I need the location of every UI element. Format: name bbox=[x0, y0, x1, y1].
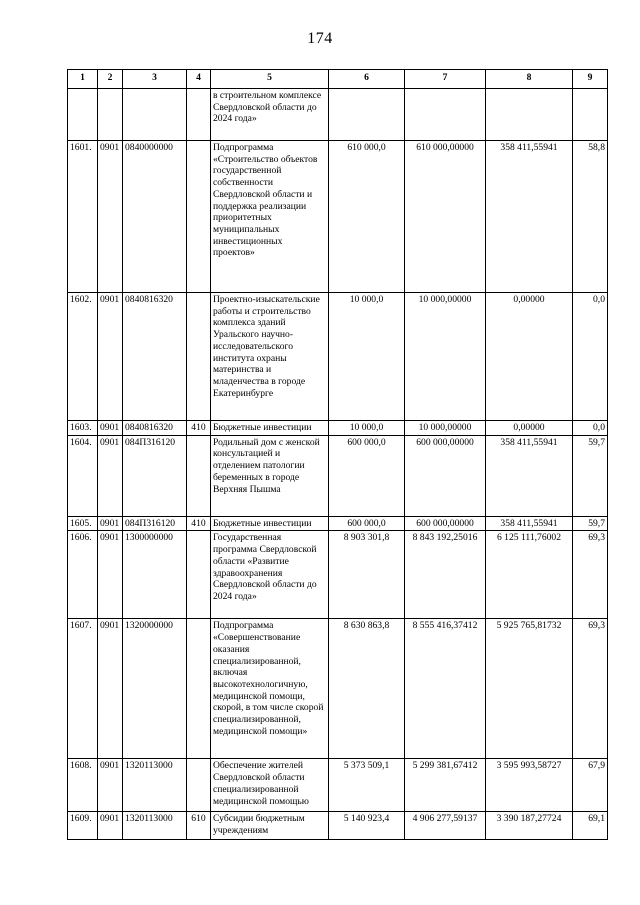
row-number: 1605. bbox=[68, 516, 98, 531]
planned-amount: 600 000,0 bbox=[329, 516, 405, 531]
item-name: Бюджетные инвестиции bbox=[211, 421, 329, 436]
execution-percent: 69,3 bbox=[573, 619, 608, 759]
section-code bbox=[98, 89, 123, 141]
column-header: 4 bbox=[187, 70, 211, 89]
column-header: 7 bbox=[405, 70, 486, 89]
planned-amount: 600 000,0 bbox=[329, 435, 405, 516]
section-code: 0901 bbox=[98, 619, 123, 759]
refined-amount: 10 000,00000 bbox=[405, 421, 486, 436]
expense-type bbox=[187, 89, 211, 141]
refined-amount: 610 000,00000 bbox=[405, 141, 486, 293]
column-header: 8 bbox=[486, 70, 573, 89]
table-row bbox=[68, 619, 608, 759]
table-row bbox=[68, 812, 608, 840]
execution-percent: 69,1 bbox=[573, 812, 608, 840]
expense-type bbox=[187, 759, 211, 812]
planned-amount: 5 140 923,4 bbox=[329, 812, 405, 840]
item-name: Подпрограмма «Строительство объектов государственной собственности Свердловской области и поддержка реализации приоритетных муниципальных инвестиционных проектов» bbox=[211, 141, 329, 293]
target-code: 1320113000 bbox=[123, 759, 187, 812]
target-code: 0840816320 bbox=[123, 293, 187, 421]
table-row bbox=[68, 421, 608, 436]
row-number: 1608. bbox=[68, 759, 98, 812]
expense-type: 410 bbox=[187, 516, 211, 531]
target-code: 084П316120 bbox=[123, 516, 187, 531]
table-row bbox=[68, 759, 608, 812]
row-number: 1601. bbox=[68, 141, 98, 293]
refined-amount: 4 906 277,59137 bbox=[405, 812, 486, 840]
target-code: 1320113000 bbox=[123, 812, 187, 840]
target-code: 084П316120 bbox=[123, 435, 187, 516]
target-code bbox=[123, 89, 187, 141]
row-number: 1607. bbox=[68, 619, 98, 759]
executed-amount: 0,00000 bbox=[486, 421, 573, 436]
section-code: 0901 bbox=[98, 516, 123, 531]
row-number: 1609. bbox=[68, 812, 98, 840]
item-name: Проектно-изыскательские работы и строительство комплекса зданий Уральского научно-исследовательского института охраны материнства и младенчества в городе Екатеринбурге bbox=[211, 293, 329, 421]
executed-amount: 5 925 765,81732 bbox=[486, 619, 573, 759]
section-code: 0901 bbox=[98, 141, 123, 293]
expense-type: 610 bbox=[187, 812, 211, 840]
refined-amount: 8 843 192,25016 bbox=[405, 531, 486, 619]
item-name: Государственная программа Свердловской области «Развитие здравоохранения Свердловской области до 2024 года» bbox=[211, 531, 329, 619]
execution-percent bbox=[573, 89, 608, 141]
item-name: Подпрограмма «Совершенствование оказания специализированной, включая высокотехнологичную, медицинской помощи, скорой, в том числе скорой специализированной, медицинской помощи» bbox=[211, 619, 329, 759]
expense-type bbox=[187, 619, 211, 759]
execution-percent: 0,0 bbox=[573, 421, 608, 436]
column-header: 9 bbox=[573, 70, 608, 89]
target-code: 1300000000 bbox=[123, 531, 187, 619]
executed-amount: 358 411,55941 bbox=[486, 435, 573, 516]
executed-amount: 3 595 993,58727 bbox=[486, 759, 573, 812]
column-header: 5 bbox=[211, 70, 329, 89]
refined-amount: 600 000,00000 bbox=[405, 516, 486, 531]
column-header: 6 bbox=[329, 70, 405, 89]
executed-amount bbox=[486, 89, 573, 141]
table-row bbox=[68, 293, 608, 421]
section-code: 0901 bbox=[98, 435, 123, 516]
section-code: 0901 bbox=[98, 293, 123, 421]
section-code: 0901 bbox=[98, 759, 123, 812]
column-header: 1 bbox=[68, 70, 98, 89]
item-name: Родильный дом с женской консультацией и отделением патологии беременных в городе Верхняя Пышма bbox=[211, 435, 329, 516]
table-row bbox=[68, 141, 608, 293]
executed-amount: 358 411,55941 bbox=[486, 516, 573, 531]
section-code: 0901 bbox=[98, 812, 123, 840]
table-row bbox=[68, 516, 608, 531]
item-name: Бюджетные инвестиции bbox=[211, 516, 329, 531]
execution-percent: 0,0 bbox=[573, 293, 608, 421]
table-row bbox=[68, 435, 608, 516]
execution-percent: 69,3 bbox=[573, 531, 608, 619]
budget-table bbox=[67, 69, 608, 840]
executed-amount: 358 411,55941 bbox=[486, 141, 573, 293]
execution-percent: 58,8 bbox=[573, 141, 608, 293]
target-code: 1320000000 bbox=[123, 619, 187, 759]
item-name: Субсидии бюджетным учреждениям bbox=[211, 812, 329, 840]
planned-amount bbox=[329, 89, 405, 141]
refined-amount: 600 000,00000 bbox=[405, 435, 486, 516]
execution-percent: 67,9 bbox=[573, 759, 608, 812]
planned-amount: 610 000,0 bbox=[329, 141, 405, 293]
expense-type bbox=[187, 293, 211, 421]
table-row bbox=[68, 531, 608, 619]
expense-type bbox=[187, 141, 211, 293]
page-number: 174 bbox=[307, 30, 333, 47]
execution-percent: 59,7 bbox=[573, 516, 608, 531]
planned-amount: 8 903 301,8 bbox=[329, 531, 405, 619]
planned-amount: 10 000,0 bbox=[329, 293, 405, 421]
target-code: 0840000000 bbox=[123, 141, 187, 293]
refined-amount: 10 000,00000 bbox=[405, 293, 486, 421]
table-row bbox=[68, 89, 608, 141]
executed-amount: 0,00000 bbox=[486, 293, 573, 421]
header-row bbox=[68, 70, 608, 89]
section-code: 0901 bbox=[98, 531, 123, 619]
executed-amount: 6 125 111,76002 bbox=[486, 531, 573, 619]
section-code: 0901 bbox=[98, 421, 123, 436]
executed-amount: 3 390 187,27724 bbox=[486, 812, 573, 840]
target-code: 0840816320 bbox=[123, 421, 187, 436]
row-number: 1603. bbox=[68, 421, 98, 436]
execution-percent: 59,7 bbox=[573, 435, 608, 516]
row-number: 1604. bbox=[68, 435, 98, 516]
column-header: 3 bbox=[123, 70, 187, 89]
expense-type bbox=[187, 435, 211, 516]
row-number bbox=[68, 89, 98, 141]
refined-amount: 8 555 416,37412 bbox=[405, 619, 486, 759]
item-name: в строительном комплексе Свердловской области до 2024 года» bbox=[211, 89, 329, 141]
item-name: Обеспечение жителей Свердловской области специализированной медицинской помощью bbox=[211, 759, 329, 812]
row-number: 1602. bbox=[68, 293, 98, 421]
planned-amount: 10 000,0 bbox=[329, 421, 405, 436]
refined-amount bbox=[405, 89, 486, 141]
refined-amount: 5 299 381,67412 bbox=[405, 759, 486, 812]
planned-amount: 5 373 509,1 bbox=[329, 759, 405, 812]
row-number: 1606. bbox=[68, 531, 98, 619]
column-header: 2 bbox=[98, 70, 123, 89]
expense-type bbox=[187, 531, 211, 619]
planned-amount: 8 630 863,8 bbox=[329, 619, 405, 759]
expense-type: 410 bbox=[187, 421, 211, 436]
